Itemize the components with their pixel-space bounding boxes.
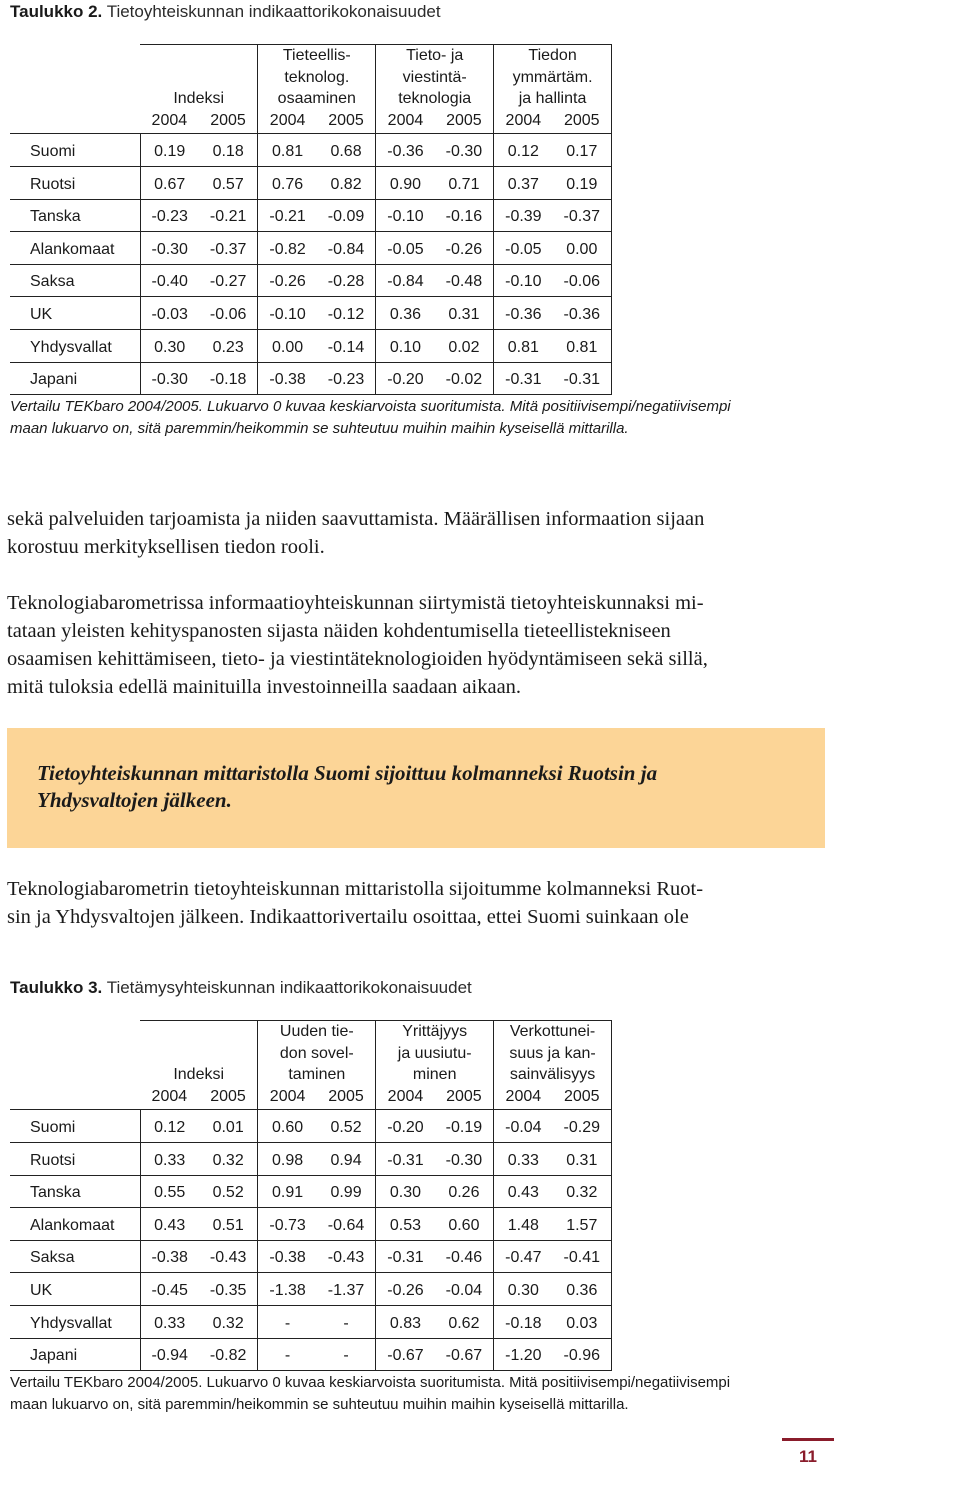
country-label: Yhdysvallat [10,329,140,362]
table-cell: -0.41 [553,1240,612,1273]
table-2-title: Tietoyhteiskunnan indikaattorikokonaisuudet [106,2,441,21]
table-cell: 0.32 [553,1175,612,1208]
table-cell: -0.19 [435,1110,494,1143]
table-cell: 0.12 [140,1110,199,1143]
table-row [10,1338,612,1371]
table-cell: -0.84 [376,264,435,297]
country-label: Suomi [10,134,140,167]
group-header: Tieteellis- teknolog. osaaminen 2004 2005 [258,45,376,134]
table-row [10,1305,612,1338]
table-cell: -1.38 [258,1273,317,1306]
table-row [10,1175,612,1208]
country-label: Tanska [10,1175,140,1208]
table-cell: - [317,1338,376,1371]
table-cell: -0.06 [199,297,258,330]
table-cell: -0.09 [317,199,376,232]
table-cell: -0.30 [140,232,199,265]
table-cell: -0.12 [317,297,376,330]
table-cell: 0.30 [376,1175,435,1208]
table-row [10,1142,612,1175]
body-paragraph: Teknologiabarometrin tietoyhteiskunnan mittaristolla sijoitumme kolmanneksi Ruot- sin ja Yhdysvaltojen jälkeen. Indikaattorivertailu osoittaa, ettei Suomi suinkaan ole [7,878,704,928]
country-label: Ruotsi [10,166,140,199]
table-cell: -0.29 [553,1110,612,1143]
table-body [10,1110,612,1371]
table-cell: -0.37 [199,232,258,265]
table-cell: 0.30 [140,329,199,362]
information-society-table [10,44,612,395]
table-cell: 0.82 [317,166,376,199]
country-label: Suomi [10,1110,140,1143]
table-body [10,134,612,395]
table-row [10,1208,612,1241]
table-cell: -0.38 [258,362,317,395]
table-3-label: Taulukko 3. [10,978,103,997]
table-cell: -0.18 [199,362,258,395]
group-header: Yrittäjyys ja uusiutu- minen 2004 2005 [376,1021,494,1110]
table-cell: 0.94 [317,1142,376,1175]
row-label-header [10,1021,140,1110]
table-cell: -0.14 [317,329,376,362]
table-cell: -0.36 [494,297,553,330]
table-cell: 0.31 [553,1142,612,1175]
table-cell: 0.57 [199,166,258,199]
table-cell: 0.55 [140,1175,199,1208]
group-header: Tieto- ja viestintä- teknologia 2004 2005 [376,45,494,134]
table-cell: -0.38 [140,1240,199,1273]
table-cell: -0.84 [317,232,376,265]
table-cell: 0.53 [376,1208,435,1241]
group-header: Indeksi 2004 2005 [140,45,258,134]
table-cell: 0.52 [317,1110,376,1143]
table-cell: -0.21 [258,199,317,232]
table-cell: 0.62 [435,1305,494,1338]
table-cell: -0.10 [376,199,435,232]
table-cell: -0.73 [258,1208,317,1241]
table-cell: 0.26 [435,1175,494,1208]
table-cell: -0.31 [376,1240,435,1273]
table-cell: 0.30 [494,1273,553,1306]
country-label: Tanska [10,199,140,232]
table-2-footnote: Vertailu TEKbaro 2004/2005. Lukuarvo 0 kuvaa keskiarvoista suoritumista. Mitä positiivisempi/negatiivisempi maan lukuarvo on, sitä paremmin/heikommin se suhteutuu muihin maihin kyseisellä mittarilla. [10,398,731,437]
callout-text: Tietoyhteiskunnan mittaristolla Suomi sijoittuu kolmanneksi Ruotsin ja Yhdysvaltojen jälkeen. [37,761,658,812]
table-cell: 0.31 [435,297,494,330]
table-cell: -0.43 [317,1240,376,1273]
table-cell: -0.43 [199,1240,258,1273]
table-cell: 0.81 [553,329,612,362]
group-header: Indeksi 2004 2005 [140,1021,258,1110]
table-cell: -1.37 [317,1273,376,1306]
table-cell: 0.32 [199,1305,258,1338]
table-cell: 0.33 [140,1305,199,1338]
table-cell: -0.94 [140,1338,199,1371]
table-row [10,232,612,265]
table-cell: 0.83 [376,1305,435,1338]
table-cell: 0.60 [435,1208,494,1241]
table-cell: 0.33 [140,1142,199,1175]
table-cell: -0.05 [494,232,553,265]
table-cell: -0.16 [435,199,494,232]
table-cell: 0.33 [494,1142,553,1175]
table-cell: -0.05 [376,232,435,265]
country-label: Yhdysvallat [10,1305,140,1338]
table-cell: -0.23 [317,362,376,395]
table-cell: 0.19 [140,134,199,167]
table-cell: 0.90 [376,166,435,199]
table-cell: 0.98 [258,1142,317,1175]
country-label: Ruotsi [10,1142,140,1175]
table-cell: 0.00 [553,232,612,265]
table-row [10,1273,612,1306]
country-label: Alankomaat [10,1208,140,1241]
table-cell: -0.04 [494,1110,553,1143]
country-label: Saksa [10,1240,140,1273]
table-row [10,264,612,297]
table-cell: -0.31 [494,362,553,395]
table-cell: -0.02 [435,362,494,395]
table-cell: -0.96 [553,1338,612,1371]
table-cell: 0.37 [494,166,553,199]
body-paragraph: sekä palveluiden tarjoamista ja niiden saavuttamista. Määrällisen informaation sijaan korostuu merkityksellisen tiedon rooli. [7,508,705,558]
table-cell: - [258,1338,317,1371]
table-cell: -0.36 [376,134,435,167]
table-cell: 0.00 [258,329,317,362]
country-label: Japani [10,1338,140,1371]
country-label: Saksa [10,264,140,297]
table-cell: 0.17 [553,134,612,167]
table-cell: -0.48 [435,264,494,297]
table-cell: -0.10 [258,297,317,330]
table-cell: 0.81 [258,134,317,167]
table-cell: 0.71 [435,166,494,199]
table-cell: - [258,1305,317,1338]
table-2-caption [10,2,441,22]
table-cell: -0.82 [199,1338,258,1371]
table-cell: 0.43 [140,1208,199,1241]
table-cell: -0.30 [435,134,494,167]
table-cell: 0.36 [376,297,435,330]
table-cell: 0.60 [258,1110,317,1143]
table-cell: -0.10 [494,264,553,297]
table-row [10,1240,612,1273]
table-cell: -0.23 [140,199,199,232]
table-cell: 0.32 [199,1142,258,1175]
table-cell: -0.04 [435,1273,494,1306]
table-cell: -0.38 [258,1240,317,1273]
table-cell: -0.47 [494,1240,553,1273]
table-cell: 0.43 [494,1175,553,1208]
table-cell: 0.12 [494,134,553,167]
table-row [10,1110,612,1143]
group-header: Tiedon ymmärtäm. ja hallinta 2004 2005 [494,45,612,134]
table-2-label: Taulukko 2. [10,2,103,21]
table-cell: 0.76 [258,166,317,199]
table-cell: 0.10 [376,329,435,362]
table-cell: 0.51 [199,1208,258,1241]
country-label: UK [10,1273,140,1306]
table-3-footnote: Vertailu TEKbaro 2004/2005. Lukuarvo 0 kuvaa keskiarvoista suoritumista. Mitä positiivisempi/negatiivisempi maan lukuarvo on, sitä paremmin/heikommin se suhteutuu muihin maihin kyseisellä mittarilla. [10,1374,731,1413]
table-cell: 0.01 [199,1110,258,1143]
table-row [10,199,612,232]
body-paragraph: Teknologiabarometrissa informaatioyhteiskunnan siirtymistä tietoyhteiskunnaksi mi- tataan yleisten kehityspanosten sijasta näiden kohdentumisella tieteellistekniseen osaamisen kehittämiseen, tieto- ja viestintäteknologioiden hyödyntämiseen sekä sillä, mitä tuloksia edellä mainituilla investoinneilla saadaan aikaan. [7,592,708,698]
table-cell: -0.46 [435,1240,494,1273]
table-cell: -0.27 [199,264,258,297]
table-cell: -0.35 [199,1273,258,1306]
country-label: Alankomaat [10,232,140,265]
table-cell: -0.20 [376,1110,435,1143]
table-3-caption [10,978,472,998]
table-cell: 0.18 [199,134,258,167]
table-cell: -0.67 [435,1338,494,1371]
table-cell: -0.26 [435,232,494,265]
table-cell: 0.67 [140,166,199,199]
table-cell: -0.45 [140,1273,199,1306]
table-cell: -0.40 [140,264,199,297]
table-cell: 0.36 [553,1273,612,1306]
group-header: Uuden tie- don sovel- taminen 2004 2005 [258,1021,376,1110]
table-cell: 1.57 [553,1208,612,1241]
table-cell: -0.30 [140,362,199,395]
table-cell: 0.02 [435,329,494,362]
table-cell: -0.31 [376,1142,435,1175]
group-header: Verkottunei- suus ja kan- sainvälisyys 2004 2005 [494,1021,612,1110]
table-cell: 0.19 [553,166,612,199]
table-cell: -0.31 [553,362,612,395]
table-cell: -0.39 [494,199,553,232]
page-number: 11 [782,1438,834,1486]
country-label: Japani [10,362,140,395]
table-cell: 0.52 [199,1175,258,1208]
table-cell: -0.18 [494,1305,553,1338]
table-cell: 0.23 [199,329,258,362]
table-cell: -0.26 [376,1273,435,1306]
table-cell: -0.21 [199,199,258,232]
highlight-callout [7,728,825,848]
table-cell: - [317,1305,376,1338]
table-row [10,134,612,167]
table-cell: 0.91 [258,1175,317,1208]
table-cell: -1.20 [494,1338,553,1371]
row-label-header [10,45,140,134]
table-cell: -0.06 [553,264,612,297]
table-cell: -0.03 [140,297,199,330]
table-3-title: Tietämysyhteiskunnan indikaattorikokonaisuudet [106,978,472,997]
table-row [10,297,612,330]
table-cell: 0.68 [317,134,376,167]
table-cell: -0.28 [317,264,376,297]
table-cell: 0.03 [553,1305,612,1338]
table-cell: -0.26 [258,264,317,297]
table-cell: -0.82 [258,232,317,265]
table-cell: -0.67 [376,1338,435,1371]
table-cell: 0.81 [494,329,553,362]
table-cell: -0.37 [553,199,612,232]
country-label: UK [10,297,140,330]
table-row [10,329,612,362]
table-cell: -0.30 [435,1142,494,1175]
table-cell: -0.20 [376,362,435,395]
table-cell: 1.48 [494,1208,553,1241]
table-cell: -0.36 [553,297,612,330]
table-row [10,166,612,199]
knowledge-society-table [10,1020,612,1371]
table-row [10,362,612,395]
table-cell: -0.64 [317,1208,376,1241]
table-cell: 0.99 [317,1175,376,1208]
